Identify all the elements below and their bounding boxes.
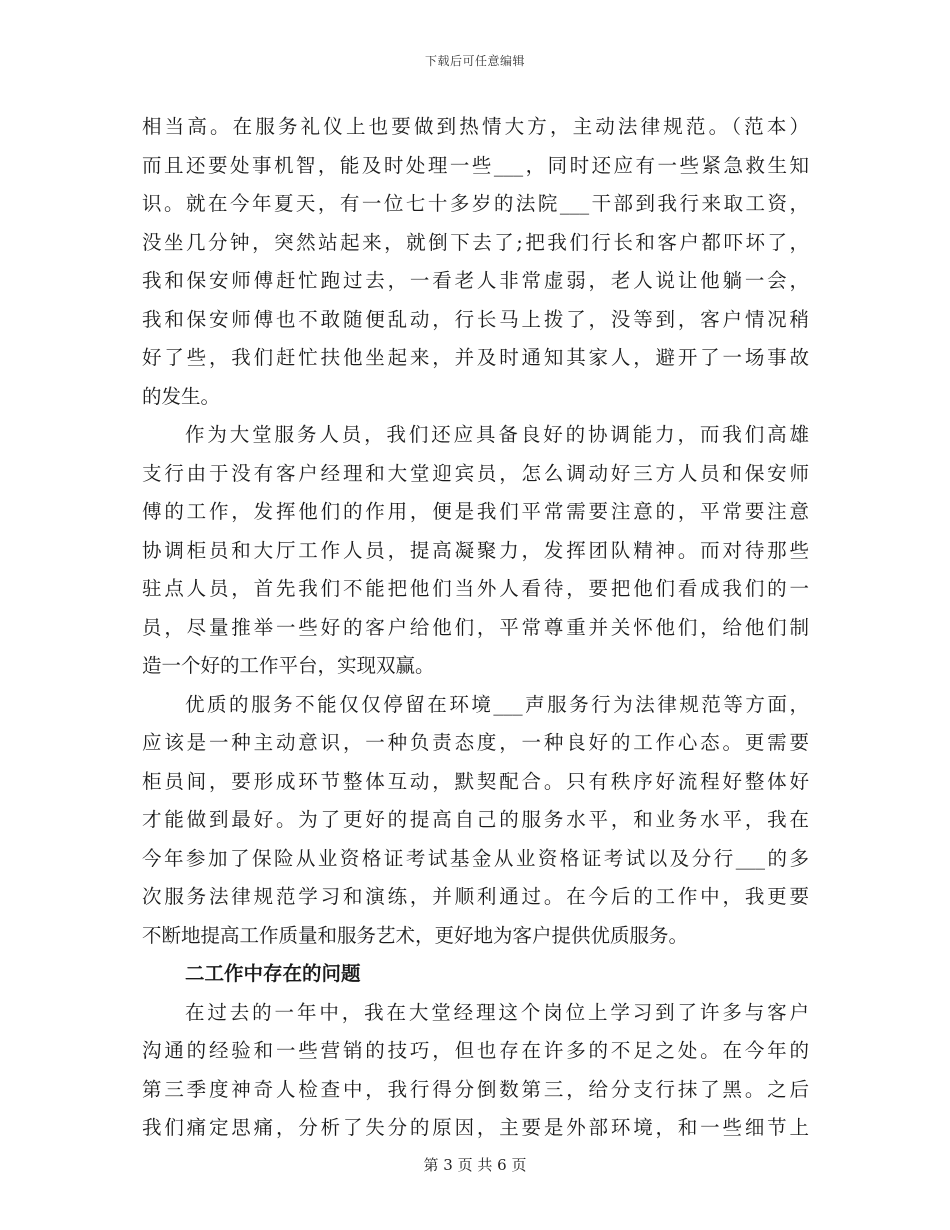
text-line: 而且还要处事机智，能及时处理一些___，同时还应有一些紧急救生知 bbox=[142, 153, 809, 177]
text-line: 不断地提高工作质量和服务艺术，更好地为客户提供优质服务。 bbox=[142, 923, 689, 947]
text-line: 协调柜员和大厅工作人员，提高凝聚力，发挥团队精神。而对待那些 bbox=[142, 538, 809, 562]
text-line: 驻点人员，首先我们不能把他们当外人看待，要把他们看成我们的一 bbox=[142, 577, 809, 600]
text-line: 没坐几分钟，突然站起来，就倒下去了;把我们行长和客户都吓坏了， bbox=[142, 230, 809, 254]
text-line: 支行由于没有客户经理和大堂迎宾员，怎么调动好三方人员和保安师 bbox=[142, 461, 809, 485]
text-line: 相当高。在服务礼仪上也要做到热情大方，主动法律规范。（范本） bbox=[142, 115, 809, 138]
text-line: 应该是一种主动意识，一种负责态度，一种良好的工作心态。更需要 bbox=[142, 731, 809, 754]
text-line: 的发生。 bbox=[142, 384, 221, 408]
document-body bbox=[142, 108, 809, 1148]
text-line: 员，尽量推举一些好的客户给他们，平常尊重并关怀他们，给他们制 bbox=[142, 615, 809, 639]
text-line: 在过去的一年中，我在大堂经理这个岗位上学习到了许多与客户 bbox=[185, 1000, 809, 1024]
text-line: 好了些，我们赶忙扶他坐起来，并及时通知其家人，避开了一场事故 bbox=[142, 346, 809, 369]
text-line: 我们痛定思痛，分析了失分的原因，主要是外部环境，和一些细节上 bbox=[142, 1116, 809, 1139]
text-line: 第三季度神奇人检查中，我行得分倒数第三，给分支行抹了黑。之后 bbox=[142, 1077, 809, 1101]
text-line: 傅的工作，发挥他们的作用，便是我们平常需要注意的，平常要注意 bbox=[142, 500, 809, 523]
text-line: 才能做到最好。为了更好的提高自己的服务水平，和业务水平，我在 bbox=[142, 808, 809, 831]
text-line: 作为大堂服务人员，我们还应具备良好的协调能力，而我们高雄 bbox=[185, 423, 809, 446]
text-line: 我和保安师傅赶忙跑过去，一看老人非常虚弱，老人说让他躺一会， bbox=[142, 269, 809, 292]
text-line: 优质的服务不能仅仅停留在环境___声服务行为法律规范等方面， bbox=[185, 692, 809, 716]
text-line: 柜员间，要形成环节整体互动，默契配合。只有秩序好流程好整体好 bbox=[142, 769, 809, 793]
page-header: 下载后可任意编辑 bbox=[424, 54, 525, 68]
text-line: 次服务法律规范学习和演练，并顺利通过。在今后的工作中，我更要 bbox=[142, 885, 809, 908]
text-line: 我和保安师傅也不敢随便乱动，行长马上拨了，没等到，客户情况稍 bbox=[142, 307, 809, 331]
text-line: 识。就在今年夏天，有一位七十多岁的法院___干部到我行来取工资， bbox=[142, 192, 809, 215]
text-line: 造一个好的工作平台，实现双赢。 bbox=[142, 654, 435, 677]
section-heading: 二工作中存在的问题 bbox=[185, 962, 361, 985]
text-line: 今年参加了保险从业资格证考试基金从业资格证考试以及分行___的多 bbox=[142, 846, 809, 870]
page-footer: 第 3 页 共 6 页 bbox=[423, 1156, 527, 1174]
text-line: 沟通的经验和一些营销的技巧，但也存在许多的不足之处。在今年的 bbox=[142, 1039, 809, 1062]
